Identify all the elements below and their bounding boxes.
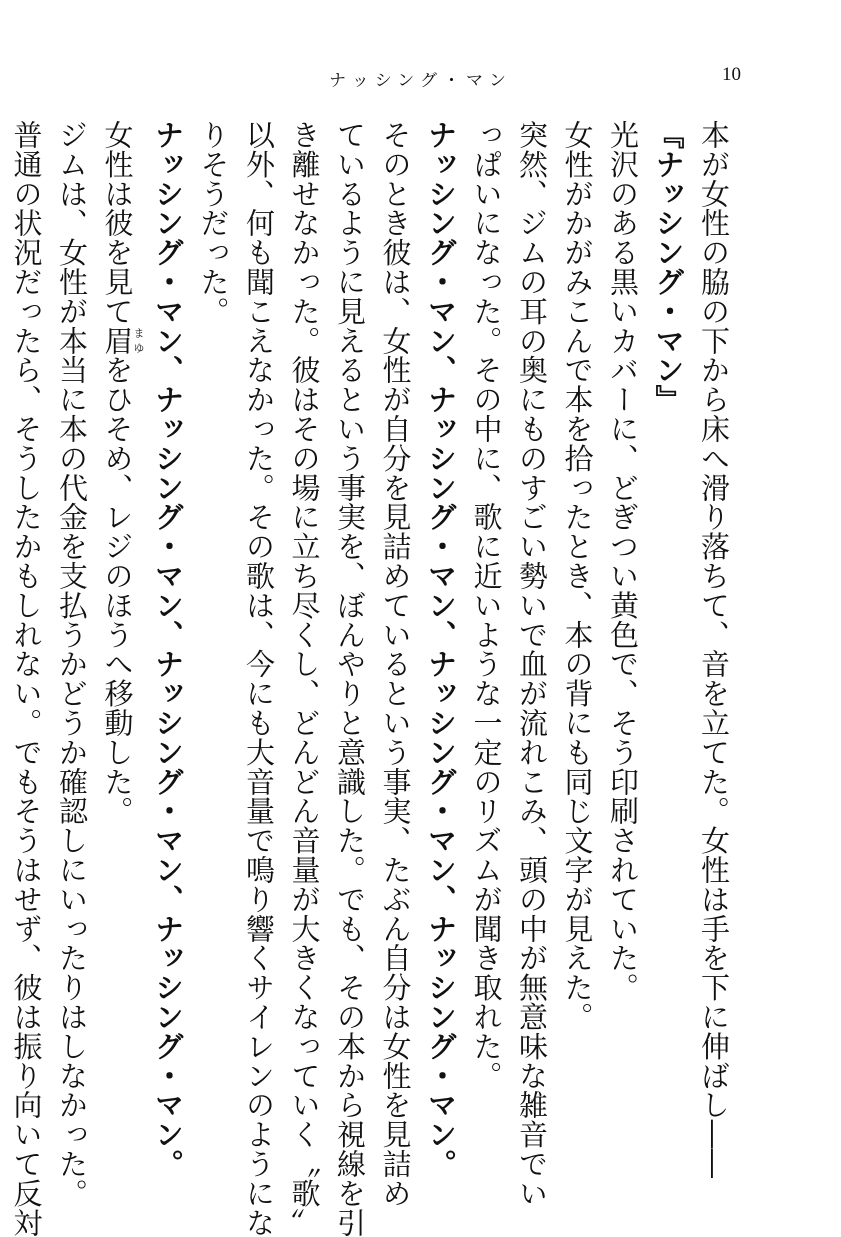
text-line-10: き離せなかった。彼はその場に立ち尽くし、どんどん音量が大きくなっていく〝歌〟 [287, 120, 322, 1237]
text-line-3: 光沢のある黒いカバーに、どぎつい黄色で、そう印刷されていた。 [606, 120, 640, 1002]
body-text [3, 120, 736, 1237]
furigana-reading: まゆ [132, 325, 145, 356]
text-line-2: 『ナッシング・マン』 [651, 120, 686, 414]
text-line-8: そのとき彼は、女性が自分を見詰めているという事実、たぶん自分は女性を見詰め [378, 120, 413, 1208]
furigana-ruby: 眉まゆ [100, 325, 145, 356]
text-line-4: 女性がかがみこんで本を拾ったとき、本の背にも同じ文字が見えた。 [560, 120, 595, 1032]
text-line-14: 女性は彼を見て眉まゆをひそめ、レジのほうへ移動した。 [100, 120, 145, 826]
text-line-9: ているように見えるという事実を、ぼんやりと意識した。でも、その本から視線を引 [333, 120, 367, 1237]
text-line-15: ジムは、女性が本当に本の代金を支払うかどうか確認しにいったりはしなかった。 [55, 120, 89, 1208]
text-line-16: 普通の状況だったら、そうしたかもしれない。でもそうはせず、彼は振り向いて反対 [9, 120, 44, 1237]
text-line-11: 以外、何も聞こえなかった。その歌は、今にも大音量で鳴り響くサイレンのようにな [242, 120, 276, 1237]
running-head-title: ナッシング・マン [329, 71, 512, 91]
text-line-13: ナッシング・マン、ナッシング・マン、ナッシング・マン、ナッシング・マン。 [151, 120, 185, 1179]
text-line-12: りそうだった。 [196, 120, 231, 326]
text-line-6: っぱいになった。その中に、歌に近いような一定のリズムが聞き取れた。 [469, 120, 504, 1091]
text-line-5: 突然、ジムの耳の奥にものすごい勢いで血が流れこみ、頭の中が無意味な雑音でい [515, 120, 549, 1208]
page-number: 10 [722, 64, 741, 85]
text-line-7: ナッシング・マン、ナッシング・マン、ナッシング・マン、ナッシング・マン。 [424, 120, 458, 1179]
text-line-1: 本が女性の脇の下から床へ滑り落ちて、音を立てた。女性は手を下に伸ばし―― [697, 120, 731, 1179]
